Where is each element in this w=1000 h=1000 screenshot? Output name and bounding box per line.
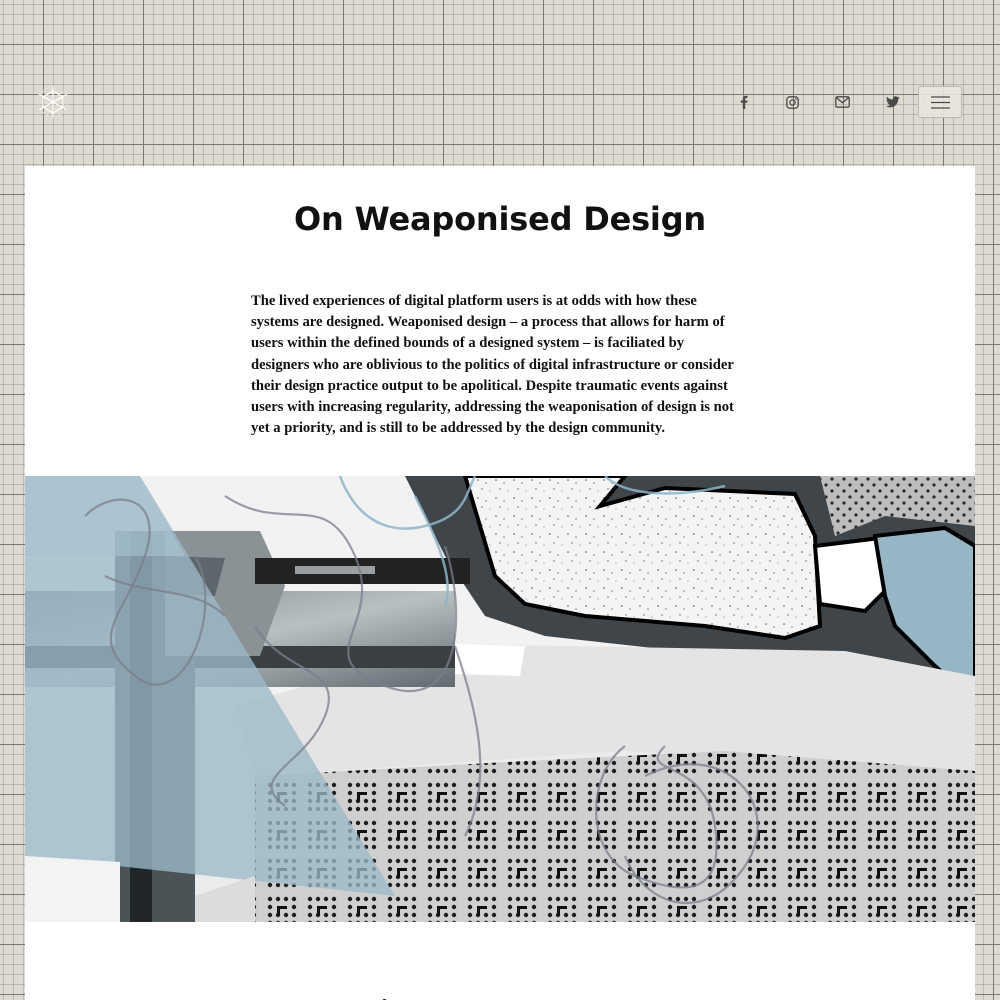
hero-collage-image <box>25 476 975 922</box>
article-title: On Weaponised Design <box>294 200 706 238</box>
twitter-icon <box>886 96 900 108</box>
cube-logo-icon[interactable] <box>36 85 70 119</box>
facebook-icon <box>739 95 749 109</box>
menu-button[interactable] <box>918 86 962 118</box>
article-card <box>25 166 975 1000</box>
instagram-link[interactable] <box>779 86 805 118</box>
article-lede: The lived experiences of digital platform users is at odds with how these systems are designed. Weaponised design – a process that allows for harm of users within the defined bounds of a designed system – is faciliated by designers who are oblivious to the politics of digital infrastructure or consider their design practice output to be apolitical. Despite traumatic events against users with increasing regularity, addressing the weaponisation of design is not yet a priority, and is still to be addressed by the design community. <box>251 293 734 437</box>
next-section-heading-fragment <box>345 994 465 1000</box>
instagram-icon <box>786 96 799 109</box>
facebook-link[interactable] <box>732 86 756 118</box>
twitter-link[interactable] <box>879 86 907 118</box>
hamburger-menu-icon <box>931 96 950 109</box>
mail-link[interactable] <box>828 86 856 118</box>
mail-icon <box>835 96 850 108</box>
